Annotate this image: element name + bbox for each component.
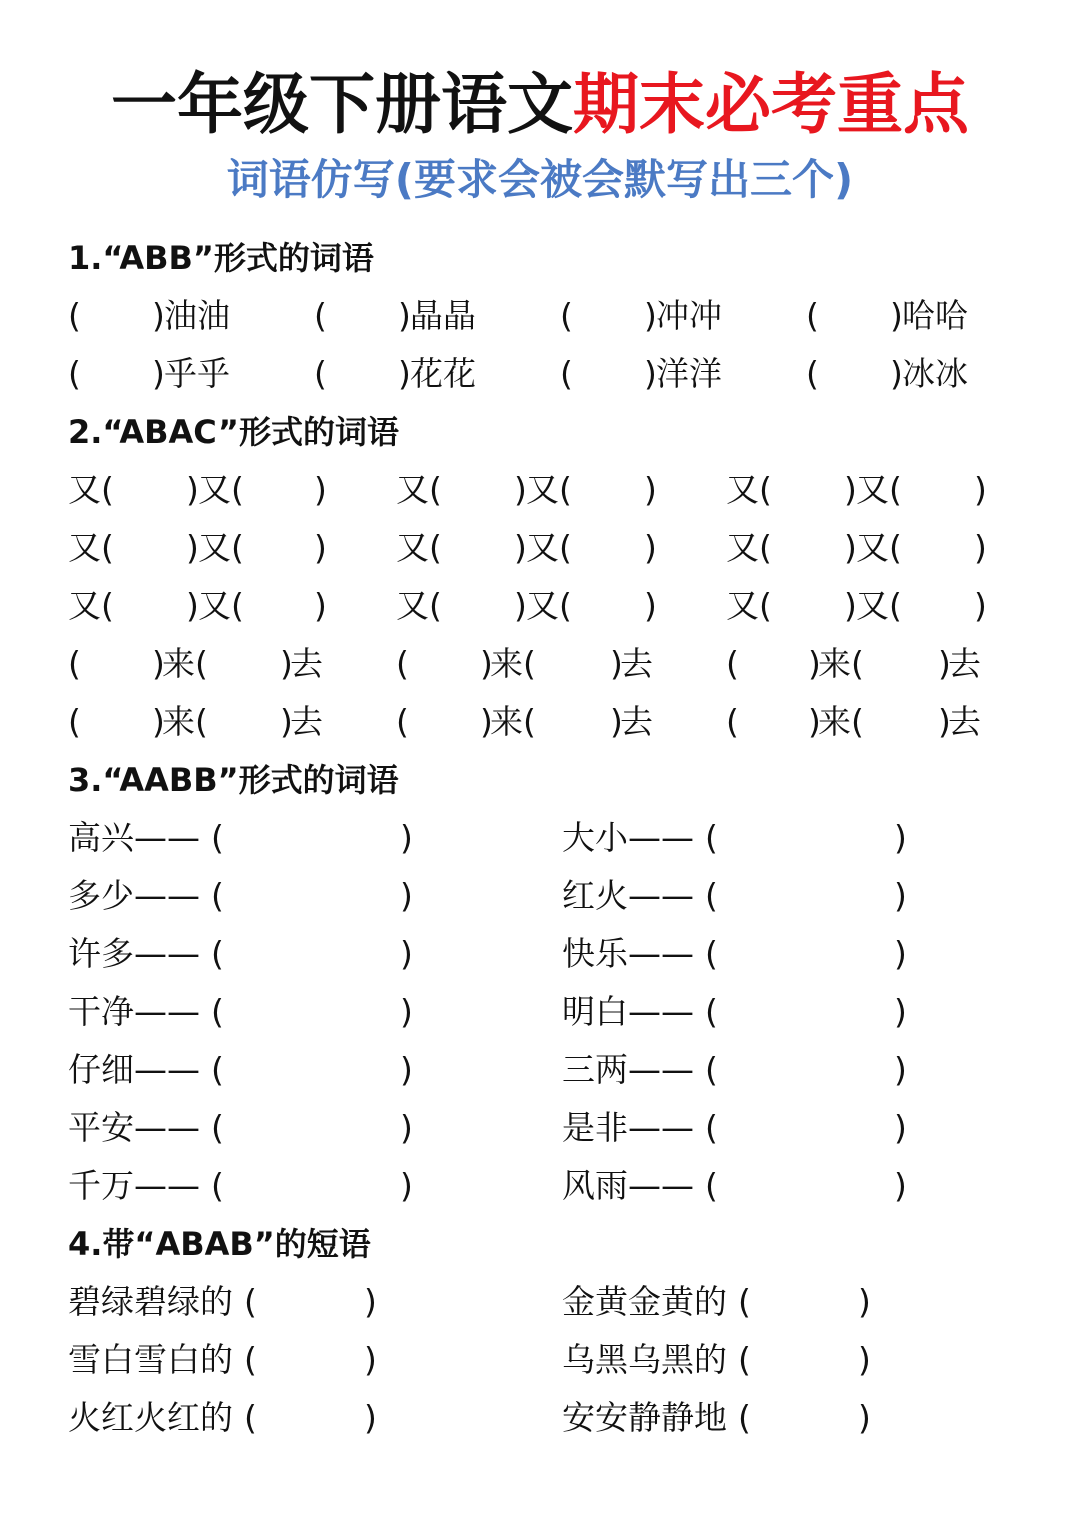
paren-close: ) (894, 818, 907, 857)
paren-close: ) (610, 644, 623, 683)
paren-open: ( (705, 1108, 718, 1147)
paren-close: ) (894, 1166, 907, 1205)
qu-char: 去 (620, 644, 653, 683)
abab-row (68, 1336, 1012, 1384)
aabb-word: 干净 (68, 992, 134, 1031)
paren-close: ) (644, 586, 657, 625)
lai-char: 来 (818, 702, 851, 741)
aabb-dash: —— (628, 818, 694, 857)
paren-open: ( (889, 586, 902, 625)
paren-close: ) (844, 586, 857, 625)
aabb-word: 千万 (68, 1166, 134, 1205)
paren-open: ( (523, 644, 536, 683)
paren-close: ) (364, 1398, 377, 1437)
paren-close: ) (186, 586, 199, 625)
aabb-word: 高兴 (68, 818, 134, 857)
paren-close: ) (894, 876, 907, 915)
paren-close: ) (974, 528, 987, 567)
abab-phrase: 安安静静地 (562, 1398, 727, 1437)
paren-close: ) (400, 876, 413, 915)
paren-open: ( (851, 644, 864, 683)
lai-char: 来 (490, 644, 523, 683)
abb-blank-1-4: ( (806, 296, 819, 335)
abab-phrase: 金黄金黄的 (562, 1282, 727, 1321)
abb-row-1 (68, 292, 1012, 340)
paren-close: ) (894, 1108, 907, 1147)
aabb-row (68, 1162, 1012, 1210)
aabb-dash: —— (134, 1050, 200, 1089)
abb-close-1-4: ) (890, 296, 903, 335)
aabb-dash: —— (134, 1108, 200, 1147)
paren-close: ) (400, 1166, 413, 1205)
abb-word-1-3: 冲冲 (656, 296, 722, 335)
abb-word-1-2: 晶晶 (410, 296, 476, 335)
paren-close: ) (514, 470, 527, 509)
paren-close: ) (808, 644, 821, 683)
section-1-heading: 1.“ABB”形式的词语 (68, 239, 374, 277)
paren-close: ) (894, 1050, 907, 1089)
you-char: 又 (198, 470, 231, 509)
abac-you-row-1 (68, 466, 1012, 514)
paren-close: ) (514, 586, 527, 625)
aabb-word: 快乐 (562, 934, 628, 973)
paren-close: ) (644, 470, 657, 509)
paren-close: ) (364, 1282, 377, 1321)
paren-close: ) (186, 470, 199, 509)
abab-phrase: 雪白雪白的 (68, 1340, 233, 1379)
abb-close-2-3: ) (644, 354, 657, 393)
you-char: 又 (856, 586, 889, 625)
aabb-row (68, 872, 1012, 920)
paren-close: ) (480, 644, 493, 683)
aabb-dash: —— (134, 992, 200, 1031)
paren-close: ) (364, 1340, 377, 1379)
abb-close-1-2: ) (398, 296, 411, 335)
title-part-black: 一年级下册语文 (111, 66, 573, 143)
aabb-word: 仔细 (68, 1050, 134, 1089)
abac-laiqu-row-1 (68, 640, 1012, 688)
paren-open: ( (705, 1050, 718, 1089)
qu-char: 去 (948, 702, 981, 741)
paren-close: ) (400, 992, 413, 1031)
paren-open: ( (68, 644, 81, 683)
aabb-word: 红火 (562, 876, 628, 915)
paren-open: ( (101, 470, 114, 509)
you-char: 又 (856, 470, 889, 509)
paren-open: ( (559, 586, 572, 625)
lai-char: 来 (162, 644, 195, 683)
paren-open: ( (101, 528, 114, 567)
abb-blank-2-1: ( (68, 354, 81, 393)
you-char: 又 (396, 470, 429, 509)
paren-close: ) (938, 644, 951, 683)
title-part-red: 期末必考重点 (573, 66, 969, 143)
paren-close: ) (808, 702, 821, 741)
aabb-dash: —— (134, 818, 200, 857)
aabb-dash: —— (628, 1050, 694, 1089)
paren-open: ( (523, 702, 536, 741)
you-char: 又 (68, 470, 101, 509)
paren-open: ( (559, 528, 572, 567)
paren-close: ) (314, 528, 327, 567)
paren-close: ) (280, 702, 293, 741)
abab-row (68, 1394, 1012, 1442)
lai-char: 来 (162, 702, 195, 741)
aabb-row (68, 1104, 1012, 1152)
abb-close-1-3: ) (644, 296, 657, 335)
aabb-row (68, 930, 1012, 978)
abab-phrase: 乌黑乌黑的 (562, 1340, 727, 1379)
abb-close-2-2: ) (398, 354, 411, 393)
abb-blank-2-2: ( (314, 354, 327, 393)
you-char: 又 (856, 528, 889, 567)
paren-close: ) (858, 1340, 871, 1379)
abb-close-2-4: ) (890, 354, 903, 393)
you-char: 又 (526, 470, 559, 509)
paren-open: ( (429, 470, 442, 509)
aabb-row (68, 814, 1012, 862)
paren-open: ( (705, 992, 718, 1031)
paren-open: ( (759, 586, 772, 625)
aabb-dash: —— (134, 1166, 200, 1205)
paren-close: ) (314, 470, 327, 509)
paren-open: ( (244, 1282, 257, 1321)
paren-open: ( (244, 1398, 257, 1437)
paren-open: ( (738, 1282, 751, 1321)
paren-open: ( (195, 702, 208, 741)
paren-close: ) (858, 1282, 871, 1321)
page-title (0, 60, 1080, 150)
abb-close-2-1: ) (152, 354, 165, 393)
you-char: 又 (726, 586, 759, 625)
paren-close: ) (514, 528, 527, 567)
you-char: 又 (198, 528, 231, 567)
aabb-word: 大小 (562, 818, 628, 857)
aabb-dash: —— (628, 876, 694, 915)
abb-word-2-3: 洋洋 (656, 354, 722, 393)
paren-open: ( (851, 702, 864, 741)
paren-close: ) (400, 1050, 413, 1089)
paren-open: ( (244, 1340, 257, 1379)
paren-close: ) (480, 702, 493, 741)
paren-open: ( (889, 470, 902, 509)
section-3-heading: 3.“AABB”形式的词语 (68, 761, 399, 799)
qu-char: 去 (290, 702, 323, 741)
abb-word-2-2: 花花 (410, 354, 476, 393)
paren-open: ( (559, 470, 572, 509)
paren-open: ( (705, 876, 718, 915)
aabb-dash: —— (628, 934, 694, 973)
aabb-dash: —— (134, 934, 200, 973)
paren-close: ) (400, 1108, 413, 1147)
paren-open: ( (889, 528, 902, 567)
you-char: 又 (526, 586, 559, 625)
abb-word-1-4: 哈哈 (902, 296, 968, 335)
paren-close: ) (400, 934, 413, 973)
abb-blank-1-3: ( (560, 296, 573, 335)
paren-close: ) (152, 644, 165, 683)
paren-open: ( (396, 644, 409, 683)
paren-open: ( (195, 644, 208, 683)
abb-blank-2-3: ( (560, 354, 573, 393)
abb-blank-1-1: ( (68, 296, 81, 335)
paren-close: ) (974, 586, 987, 625)
abb-row-2 (68, 350, 1012, 398)
lai-char: 来 (490, 702, 523, 741)
aabb-word: 是非 (562, 1108, 628, 1147)
abb-blank-2-4: ( (806, 354, 819, 393)
paren-close: ) (858, 1398, 871, 1437)
aabb-word: 风雨 (562, 1166, 628, 1205)
you-char: 又 (68, 528, 101, 567)
paren-open: ( (211, 992, 224, 1031)
paren-open: ( (759, 470, 772, 509)
paren-close: ) (644, 528, 657, 567)
you-char: 又 (198, 586, 231, 625)
paren-open: ( (211, 1166, 224, 1205)
paren-close: ) (844, 528, 857, 567)
paren-open: ( (738, 1340, 751, 1379)
aabb-dash: —— (628, 992, 694, 1031)
abb-word-2-4: 冰冰 (902, 354, 968, 393)
abb-blank-1-2: ( (314, 296, 327, 335)
paren-open: ( (429, 528, 442, 567)
paren-open: ( (759, 528, 772, 567)
paren-open: ( (396, 702, 409, 741)
qu-char: 去 (290, 644, 323, 683)
paren-open: ( (211, 934, 224, 973)
qu-char: 去 (620, 702, 653, 741)
abb-word-2-1: 乎乎 (164, 354, 230, 393)
paren-open: ( (231, 586, 244, 625)
paren-close: ) (400, 818, 413, 857)
paren-open: ( (705, 818, 718, 857)
paren-open: ( (211, 1108, 224, 1147)
aabb-word: 三两 (562, 1050, 628, 1089)
paren-close: ) (314, 586, 327, 625)
paren-close: ) (610, 702, 623, 741)
paren-open: ( (726, 702, 739, 741)
you-char: 又 (68, 586, 101, 625)
paren-close: ) (894, 992, 907, 1031)
paren-open: ( (211, 876, 224, 915)
paren-open: ( (705, 1166, 718, 1205)
abac-you-row-2 (68, 524, 1012, 572)
paren-close: ) (152, 702, 165, 741)
aabb-word: 多少 (68, 876, 134, 915)
paren-close: ) (186, 528, 199, 567)
aabb-word: 许多 (68, 934, 134, 973)
paren-close: ) (938, 702, 951, 741)
paren-open: ( (231, 528, 244, 567)
paren-open: ( (211, 1050, 224, 1089)
paren-open: ( (726, 644, 739, 683)
aabb-dash: —— (628, 1166, 694, 1205)
you-char: 又 (396, 586, 429, 625)
abab-phrase: 碧绿碧绿的 (68, 1282, 233, 1321)
aabb-row (68, 1046, 1012, 1094)
abb-close-1-1: ) (152, 296, 165, 335)
you-char: 又 (396, 528, 429, 567)
aabb-row (68, 988, 1012, 1036)
paren-open: ( (738, 1398, 751, 1437)
abac-laiqu-row-2 (68, 698, 1012, 746)
page-subtitle: 词语仿写(要求会被会默写出三个) (226, 155, 854, 204)
aabb-word: 明白 (562, 992, 628, 1031)
paren-close: ) (844, 470, 857, 509)
paren-open: ( (429, 586, 442, 625)
aabb-dash: —— (134, 876, 200, 915)
paren-open: ( (211, 818, 224, 857)
you-char: 又 (526, 528, 559, 567)
lai-char: 来 (818, 644, 851, 683)
paren-close: ) (280, 644, 293, 683)
paren-open: ( (231, 470, 244, 509)
section-4-heading: 4.带“ABAB”的短语 (68, 1225, 371, 1263)
paren-close: ) (974, 470, 987, 509)
paren-close: ) (894, 934, 907, 973)
you-char: 又 (726, 528, 759, 567)
section-2-heading: 2.“ABAC”形式的词语 (68, 413, 399, 451)
aabb-word: 平安 (68, 1108, 134, 1147)
abac-you-row-3 (68, 582, 1012, 630)
abab-phrase: 火红火红的 (68, 1398, 233, 1437)
paren-open: ( (705, 934, 718, 973)
abb-word-1-1: 油油 (164, 296, 230, 335)
aabb-dash: —— (628, 1108, 694, 1147)
you-char: 又 (726, 470, 759, 509)
abab-row (68, 1278, 1012, 1326)
paren-open: ( (68, 702, 81, 741)
paren-open: ( (101, 586, 114, 625)
qu-char: 去 (948, 644, 981, 683)
